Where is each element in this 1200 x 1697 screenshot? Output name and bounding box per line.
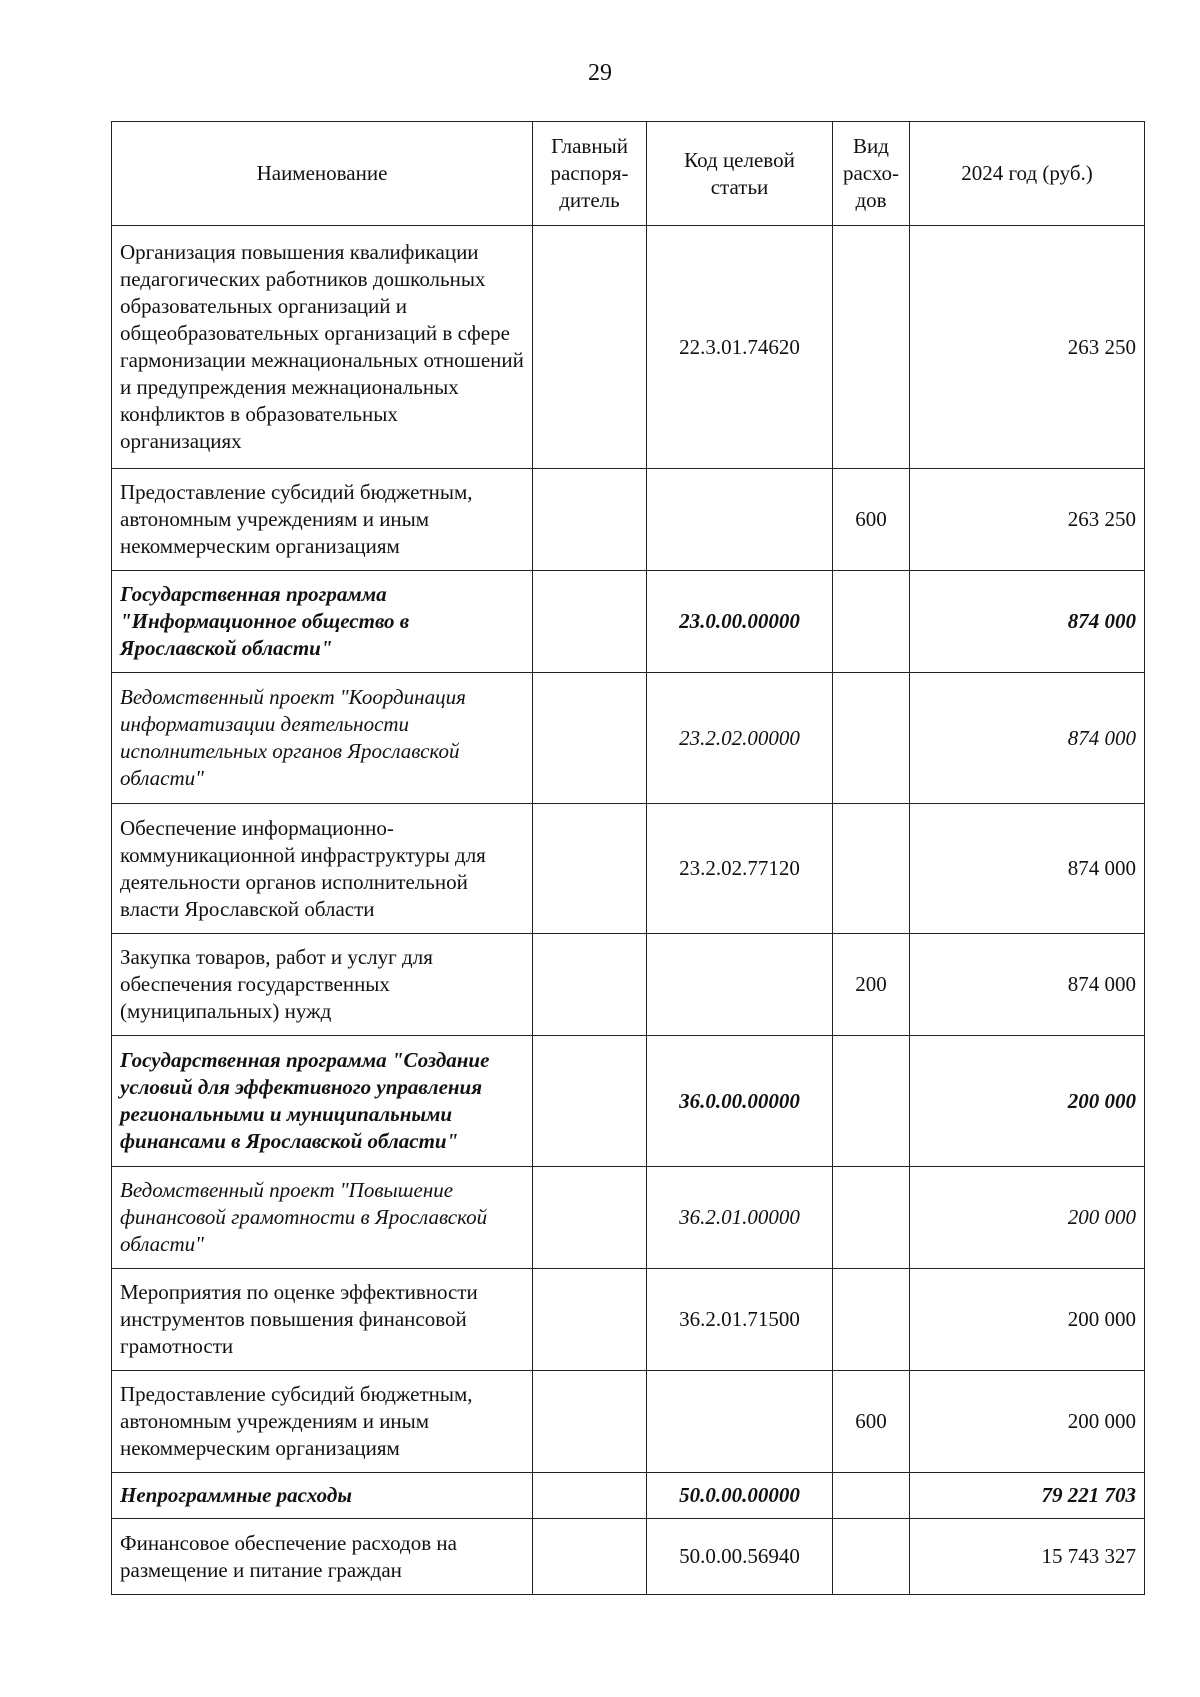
row-amount: 263 250 <box>910 226 1145 469</box>
row-name: Государственная программа "Информационное общество в Ярославской области" <box>112 571 533 673</box>
row-name: Ведомственный проект "Повышение финансовой грамотности в Ярославской области" <box>112 1167 533 1269</box>
row-code <box>647 469 833 571</box>
row-manager <box>533 1269 647 1371</box>
table-row <box>112 1036 1145 1167</box>
table-row <box>112 934 1145 1036</box>
row-code: 50.0.00.56940 <box>647 1519 833 1595</box>
header-row <box>112 122 1145 226</box>
row-manager <box>533 1371 647 1473</box>
row-code: 36.2.01.71500 <box>647 1269 833 1371</box>
row-manager <box>533 469 647 571</box>
row-type <box>833 1519 910 1595</box>
row-type <box>833 673 910 804</box>
row-code: 23.2.02.00000 <box>647 673 833 804</box>
row-code <box>647 1371 833 1473</box>
table-row <box>112 571 1145 673</box>
row-manager <box>533 1519 647 1595</box>
row-type <box>833 571 910 673</box>
row-type: 600 <box>833 469 910 571</box>
row-type <box>833 226 910 469</box>
row-amount: 200 000 <box>910 1371 1145 1473</box>
row-code: 50.0.00.00000 <box>647 1473 833 1519</box>
row-code: 36.2.01.00000 <box>647 1167 833 1269</box>
table-row <box>112 1371 1145 1473</box>
row-amount: 874 000 <box>910 673 1145 804</box>
row-amount: 15 743 327 <box>910 1519 1145 1595</box>
row-manager <box>533 571 647 673</box>
row-code: 22.3.01.74620 <box>647 226 833 469</box>
row-name: Организация повышения квалификации педагогических работников дошкольных образовательных организаций и общеобразовательных организаций в сфере гармонизации межнациональных отношений и предупреждения межнациональных конфликтов в образовательных организациях <box>112 226 533 469</box>
row-manager <box>533 1473 647 1519</box>
row-name: Ведомственный проект "Координация информатизации деятельности исполнительных органов Ярославской области" <box>112 673 533 804</box>
table-row <box>112 1519 1145 1595</box>
row-type: 200 <box>833 934 910 1036</box>
row-code: 36.0.00.00000 <box>647 1036 833 1167</box>
row-amount: 200 000 <box>910 1269 1145 1371</box>
header-code: Код целевой статьи <box>647 122 833 226</box>
budget-table <box>111 121 1145 1595</box>
row-name: Государственная программа "Создание условий для эффективного управления региональными и муниципальными финансами в Ярославской области" <box>112 1036 533 1167</box>
row-code: 23.0.00.00000 <box>647 571 833 673</box>
row-amount: 200 000 <box>910 1167 1145 1269</box>
row-amount: 263 250 <box>910 469 1145 571</box>
table-row <box>112 1269 1145 1371</box>
row-amount: 874 000 <box>910 571 1145 673</box>
header-manager: Главный распоря-дитель <box>533 122 647 226</box>
header-amount: 2024 год (руб.) <box>910 122 1145 226</box>
row-manager <box>533 1167 647 1269</box>
row-type <box>833 1036 910 1167</box>
row-amount: 200 000 <box>910 1036 1145 1167</box>
row-manager <box>533 804 647 934</box>
header-name: Наименование <box>112 122 533 226</box>
row-type <box>833 1269 910 1371</box>
table-row <box>112 1473 1145 1519</box>
row-amount: 79 221 703 <box>910 1473 1145 1519</box>
row-manager <box>533 673 647 804</box>
row-name: Предоставление субсидий бюджетным, автономным учреждениям и иным некоммерческим организациям <box>112 1371 533 1473</box>
row-name: Финансовое обеспечение расходов на размещение и питание граждан <box>112 1519 533 1595</box>
row-name: Мероприятия по оценке эффективности инструментов повышения финансовой грамотности <box>112 1269 533 1371</box>
header-type: Вид расхо-дов <box>833 122 910 226</box>
row-type <box>833 1473 910 1519</box>
row-name: Закупка товаров, работ и услуг для обеспечения государственных (муниципальных) нужд <box>112 934 533 1036</box>
row-type: 600 <box>833 1371 910 1473</box>
table-row <box>112 226 1145 469</box>
table-row <box>112 469 1145 571</box>
row-manager <box>533 226 647 469</box>
row-name: Непрограммные расходы <box>112 1473 533 1519</box>
page-number: 29 <box>588 60 612 86</box>
row-type <box>833 804 910 934</box>
row-amount: 874 000 <box>910 804 1145 934</box>
row-type <box>833 1167 910 1269</box>
row-name: Обеспечение информационно-коммуникационной инфраструктуры для деятельности органов исполнительной власти Ярославской области <box>112 804 533 934</box>
row-manager <box>533 1036 647 1167</box>
table-row <box>112 1167 1145 1269</box>
row-manager <box>533 934 647 1036</box>
row-name: Предоставление субсидий бюджетным, автономным учреждениям и иным некоммерческим организациям <box>112 469 533 571</box>
row-amount: 874 000 <box>910 934 1145 1036</box>
row-code <box>647 934 833 1036</box>
table-row <box>112 673 1145 804</box>
table-row <box>112 804 1145 934</box>
row-code: 23.2.02.77120 <box>647 804 833 934</box>
